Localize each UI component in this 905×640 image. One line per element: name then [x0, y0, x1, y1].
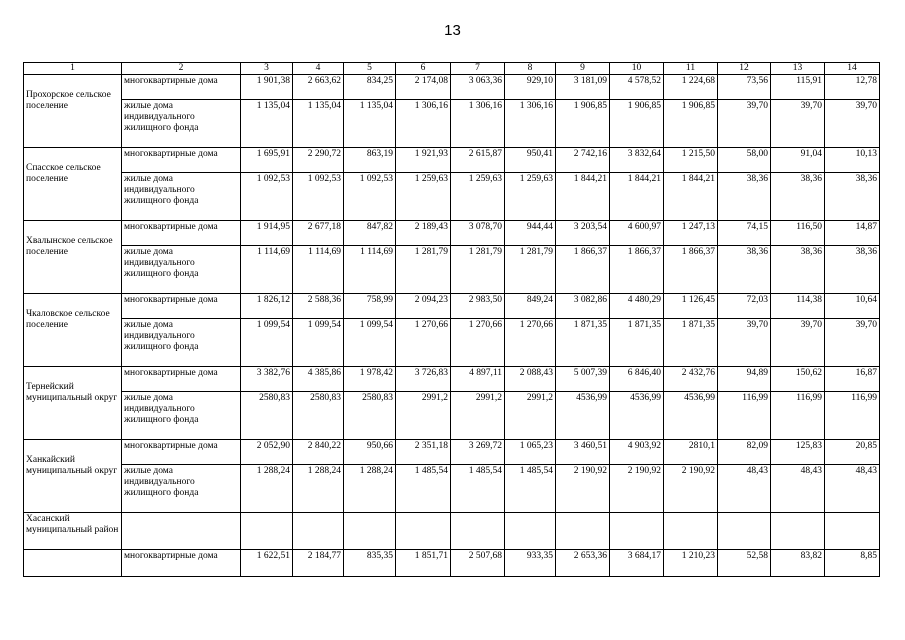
value-cell: 116,99	[718, 392, 771, 440]
municipality-name: Хасанский муниципальный район	[24, 513, 122, 550]
value-cell: 1 281,79	[505, 246, 556, 294]
value-cell: 4 903,92	[610, 440, 664, 465]
value-cell: 1 306,16	[451, 100, 505, 148]
table-row	[24, 246, 880, 294]
value-cell: 863,19	[344, 148, 396, 173]
column-number: 13	[771, 63, 825, 75]
value-cell: 1 259,63	[451, 173, 505, 221]
municipality-name	[24, 440, 122, 513]
value-cell: 4 578,52	[610, 75, 664, 100]
value-cell: 83,82	[771, 550, 825, 577]
value-cell: 1 914,95	[241, 221, 293, 246]
value-cell: 1 288,24	[241, 465, 293, 513]
municipality-name-text: Хвалынское сельское поселение	[26, 236, 113, 257]
value-cell: 2 184,77	[293, 550, 344, 577]
value-cell: 38,36	[718, 246, 771, 294]
value-cell: 58,00	[718, 148, 771, 173]
value-cell: 73,56	[718, 75, 771, 100]
value-cell: 1 135,04	[293, 100, 344, 148]
value-cell: 1 906,85	[664, 100, 718, 148]
column-number: 14	[825, 63, 880, 75]
value-cell: 2 742,16	[556, 148, 610, 173]
value-cell: 1 135,04	[241, 100, 293, 148]
table-row	[24, 75, 880, 100]
value-cell: 1 306,16	[396, 100, 451, 148]
municipality-name	[24, 148, 122, 221]
value-cell: 2991,2	[505, 392, 556, 440]
housing-type: многоквартирные дома	[122, 75, 241, 100]
value-cell: 1 844,21	[664, 173, 718, 221]
value-cell: 72,03	[718, 294, 771, 319]
column-number: 4	[293, 63, 344, 75]
tariff-table	[23, 62, 880, 577]
column-number: 10	[610, 63, 664, 75]
value-cell: 3 082,86	[556, 294, 610, 319]
table-row	[24, 173, 880, 221]
value-cell: 2 432,76	[664, 367, 718, 392]
value-cell: 1 099,54	[344, 319, 396, 367]
housing-type: многоквартирные дома	[122, 221, 241, 246]
value-cell: 3 460,51	[556, 440, 610, 465]
housing-type: жилые дома индивидуального жилищного фонда	[122, 392, 241, 440]
value-cell: 1 126,45	[664, 294, 718, 319]
municipality-name-text: Чкаловское сельское поселение	[26, 309, 110, 330]
value-cell: 3 382,76	[241, 367, 293, 392]
value-cell: 1 288,24	[293, 465, 344, 513]
value-cell: 48,43	[718, 465, 771, 513]
empty-cell	[610, 513, 664, 550]
value-cell: 1 921,93	[396, 148, 451, 173]
value-cell: 12,78	[825, 75, 880, 100]
value-cell: 1 259,63	[505, 173, 556, 221]
empty-cell	[825, 513, 880, 550]
value-cell: 1 906,85	[610, 100, 664, 148]
value-cell: 2 290,72	[293, 148, 344, 173]
value-cell: 835,35	[344, 550, 396, 577]
value-cell: 2 653,36	[556, 550, 610, 577]
municipality-name	[24, 294, 122, 367]
municipality-name	[24, 75, 122, 148]
value-cell: 3 832,64	[610, 148, 664, 173]
value-cell: 2991,2	[396, 392, 451, 440]
value-cell: 116,99	[771, 392, 825, 440]
value-cell: 2 663,62	[293, 75, 344, 100]
housing-type: многоквартирные дома	[122, 148, 241, 173]
value-cell: 5 007,39	[556, 367, 610, 392]
value-cell: 933,35	[505, 550, 556, 577]
value-cell: 38,36	[825, 173, 880, 221]
column-number: 3	[241, 63, 293, 75]
municipality-name-text: Тернейский муниципальный округ	[26, 382, 118, 403]
value-cell: 1 259,63	[396, 173, 451, 221]
value-cell: 3 203,54	[556, 221, 610, 246]
value-cell: 4536,99	[664, 392, 718, 440]
value-cell: 1 306,16	[505, 100, 556, 148]
column-number: 6	[396, 63, 451, 75]
value-cell: 834,25	[344, 75, 396, 100]
value-cell: 2 588,36	[293, 294, 344, 319]
value-cell: 929,10	[505, 75, 556, 100]
value-cell: 48,43	[771, 465, 825, 513]
value-cell: 2 094,23	[396, 294, 451, 319]
value-cell: 1 695,91	[241, 148, 293, 173]
value-cell: 20,85	[825, 440, 880, 465]
table-row	[24, 294, 880, 319]
housing-type: жилые дома индивидуального жилищного фонда	[122, 465, 241, 513]
value-cell: 2991,2	[451, 392, 505, 440]
value-cell: 38,36	[771, 246, 825, 294]
value-cell: 116,50	[771, 221, 825, 246]
value-cell: 39,70	[771, 100, 825, 148]
housing-type: жилые дома индивидуального жилищного фонда	[122, 173, 241, 221]
column-number: 12	[718, 63, 771, 75]
table-row	[24, 440, 880, 465]
page-number: 13	[444, 22, 461, 39]
value-cell: 1 485,54	[396, 465, 451, 513]
value-cell: 1 215,50	[664, 148, 718, 173]
value-cell: 1 270,66	[505, 319, 556, 367]
value-cell: 847,82	[344, 221, 396, 246]
value-cell: 1 871,35	[610, 319, 664, 367]
table-row	[24, 550, 880, 577]
value-cell: 1 065,23	[505, 440, 556, 465]
value-cell: 38,36	[825, 246, 880, 294]
value-cell: 1 224,68	[664, 75, 718, 100]
value-cell: 4 600,97	[610, 221, 664, 246]
column-number: 1	[24, 63, 122, 75]
value-cell: 2 190,92	[556, 465, 610, 513]
value-cell: 1 866,37	[556, 246, 610, 294]
value-cell: 1 906,85	[556, 100, 610, 148]
value-cell: 950,66	[344, 440, 396, 465]
value-cell: 1 210,23	[664, 550, 718, 577]
value-cell: 1 826,12	[241, 294, 293, 319]
empty-cell	[451, 513, 505, 550]
value-cell: 1 851,71	[396, 550, 451, 577]
value-cell: 1 288,24	[344, 465, 396, 513]
value-cell: 2 615,87	[451, 148, 505, 173]
empty-cell	[122, 513, 241, 550]
empty-cell	[396, 513, 451, 550]
empty-cell	[24, 550, 122, 577]
value-cell: 2 507,68	[451, 550, 505, 577]
value-cell: 2 052,90	[241, 440, 293, 465]
value-cell: 91,04	[771, 148, 825, 173]
value-cell: 1 844,21	[556, 173, 610, 221]
value-cell: 14,87	[825, 221, 880, 246]
value-cell: 1 485,54	[451, 465, 505, 513]
column-number: 7	[451, 63, 505, 75]
value-cell: 1 135,04	[344, 100, 396, 148]
value-cell: 2 190,92	[610, 465, 664, 513]
value-cell: 4 385,86	[293, 367, 344, 392]
value-cell: 150,62	[771, 367, 825, 392]
value-cell: 1 270,66	[451, 319, 505, 367]
table-row	[24, 319, 880, 367]
value-cell: 1 485,54	[505, 465, 556, 513]
value-cell: 1 092,53	[241, 173, 293, 221]
value-cell: 4536,99	[610, 392, 664, 440]
value-cell: 2 174,08	[396, 75, 451, 100]
column-number: 11	[664, 63, 718, 75]
value-cell: 2 677,18	[293, 221, 344, 246]
value-cell: 2810,1	[664, 440, 718, 465]
empty-cell	[771, 513, 825, 550]
value-cell: 48,43	[825, 465, 880, 513]
table-row	[24, 148, 880, 173]
empty-cell	[664, 513, 718, 550]
value-cell: 1 901,38	[241, 75, 293, 100]
empty-cell	[293, 513, 344, 550]
value-cell: 1 866,37	[664, 246, 718, 294]
value-cell: 125,83	[771, 440, 825, 465]
empty-cell	[556, 513, 610, 550]
value-cell: 3 269,72	[451, 440, 505, 465]
value-cell: 1 099,54	[293, 319, 344, 367]
value-cell: 4536,99	[556, 392, 610, 440]
value-cell: 4 480,29	[610, 294, 664, 319]
value-cell: 38,36	[718, 173, 771, 221]
housing-type: многоквартирные дома	[122, 367, 241, 392]
housing-type: жилые дома индивидуального жилищного фонда	[122, 319, 241, 367]
value-cell: 944,44	[505, 221, 556, 246]
value-cell: 38,36	[771, 173, 825, 221]
value-cell: 1 270,66	[396, 319, 451, 367]
municipality-name-text: Ханкайский муниципальный округ	[26, 455, 118, 476]
column-number: 2	[122, 63, 241, 75]
municipality-name	[24, 221, 122, 294]
value-cell: 6 846,40	[610, 367, 664, 392]
value-cell: 1 622,51	[241, 550, 293, 577]
value-cell: 2 840,22	[293, 440, 344, 465]
table-row	[24, 367, 880, 392]
value-cell: 16,87	[825, 367, 880, 392]
value-cell: 1 092,53	[293, 173, 344, 221]
value-cell: 4 897,11	[451, 367, 505, 392]
value-cell: 758,99	[344, 294, 396, 319]
column-number: 5	[344, 63, 396, 75]
value-cell: 2 088,43	[505, 367, 556, 392]
table-body	[24, 75, 880, 577]
value-cell: 82,09	[718, 440, 771, 465]
value-cell: 2580,83	[241, 392, 293, 440]
value-cell: 1 114,69	[344, 246, 396, 294]
value-cell: 1 844,21	[610, 173, 664, 221]
value-cell: 3 684,17	[610, 550, 664, 577]
value-cell: 39,70	[771, 319, 825, 367]
housing-type: многоквартирные дома	[122, 440, 241, 465]
value-cell: 114,38	[771, 294, 825, 319]
housing-type: многоквартирные дома	[122, 294, 241, 319]
column-number: 9	[556, 63, 610, 75]
column-number-row	[24, 63, 880, 75]
value-cell: 2 189,43	[396, 221, 451, 246]
value-cell: 2 351,18	[396, 440, 451, 465]
value-cell: 1 114,69	[293, 246, 344, 294]
value-cell: 2580,83	[293, 392, 344, 440]
value-cell: 1 114,69	[241, 246, 293, 294]
value-cell: 39,70	[718, 100, 771, 148]
value-cell: 1 871,35	[556, 319, 610, 367]
value-cell: 1 866,37	[610, 246, 664, 294]
value-cell: 8,85	[825, 550, 880, 577]
municipality-name	[24, 367, 122, 440]
empty-cell	[718, 513, 771, 550]
housing-type: многоквартирные дома	[122, 550, 241, 577]
value-cell: 116,99	[825, 392, 880, 440]
value-cell: 2 983,50	[451, 294, 505, 319]
empty-cell	[344, 513, 396, 550]
table-row	[24, 392, 880, 440]
table-row	[24, 221, 880, 246]
empty-cell	[241, 513, 293, 550]
municipality-name-text: Спасское сельское поселение	[26, 163, 101, 184]
empty-cell	[505, 513, 556, 550]
value-cell: 74,15	[718, 221, 771, 246]
value-cell: 52,58	[718, 550, 771, 577]
value-cell: 1 871,35	[664, 319, 718, 367]
column-number: 8	[505, 63, 556, 75]
value-cell: 39,70	[825, 319, 880, 367]
value-cell: 2 190,92	[664, 465, 718, 513]
housing-type: жилые дома индивидуального жилищного фонда	[122, 100, 241, 148]
value-cell: 2580,83	[344, 392, 396, 440]
value-cell: 950,41	[505, 148, 556, 173]
value-cell: 1 247,13	[664, 221, 718, 246]
table-row	[24, 100, 880, 148]
municipality-name-text: Прохорское сельское поселение	[26, 90, 111, 111]
value-cell: 1 099,54	[241, 319, 293, 367]
value-cell: 849,24	[505, 294, 556, 319]
value-cell: 10,13	[825, 148, 880, 173]
value-cell: 39,70	[718, 319, 771, 367]
housing-type: жилые дома индивидуального жилищного фонда	[122, 246, 241, 294]
value-cell: 1 978,42	[344, 367, 396, 392]
value-cell: 39,70	[825, 100, 880, 148]
value-cell: 1 281,79	[451, 246, 505, 294]
value-cell: 3 726,83	[396, 367, 451, 392]
table-row	[24, 465, 880, 513]
table-row	[24, 513, 880, 550]
value-cell: 94,89	[718, 367, 771, 392]
value-cell: 115,91	[771, 75, 825, 100]
value-cell: 10,64	[825, 294, 880, 319]
value-cell: 1 281,79	[396, 246, 451, 294]
value-cell: 3 063,36	[451, 75, 505, 100]
value-cell: 1 092,53	[344, 173, 396, 221]
value-cell: 3 078,70	[451, 221, 505, 246]
value-cell: 3 181,09	[556, 75, 610, 100]
